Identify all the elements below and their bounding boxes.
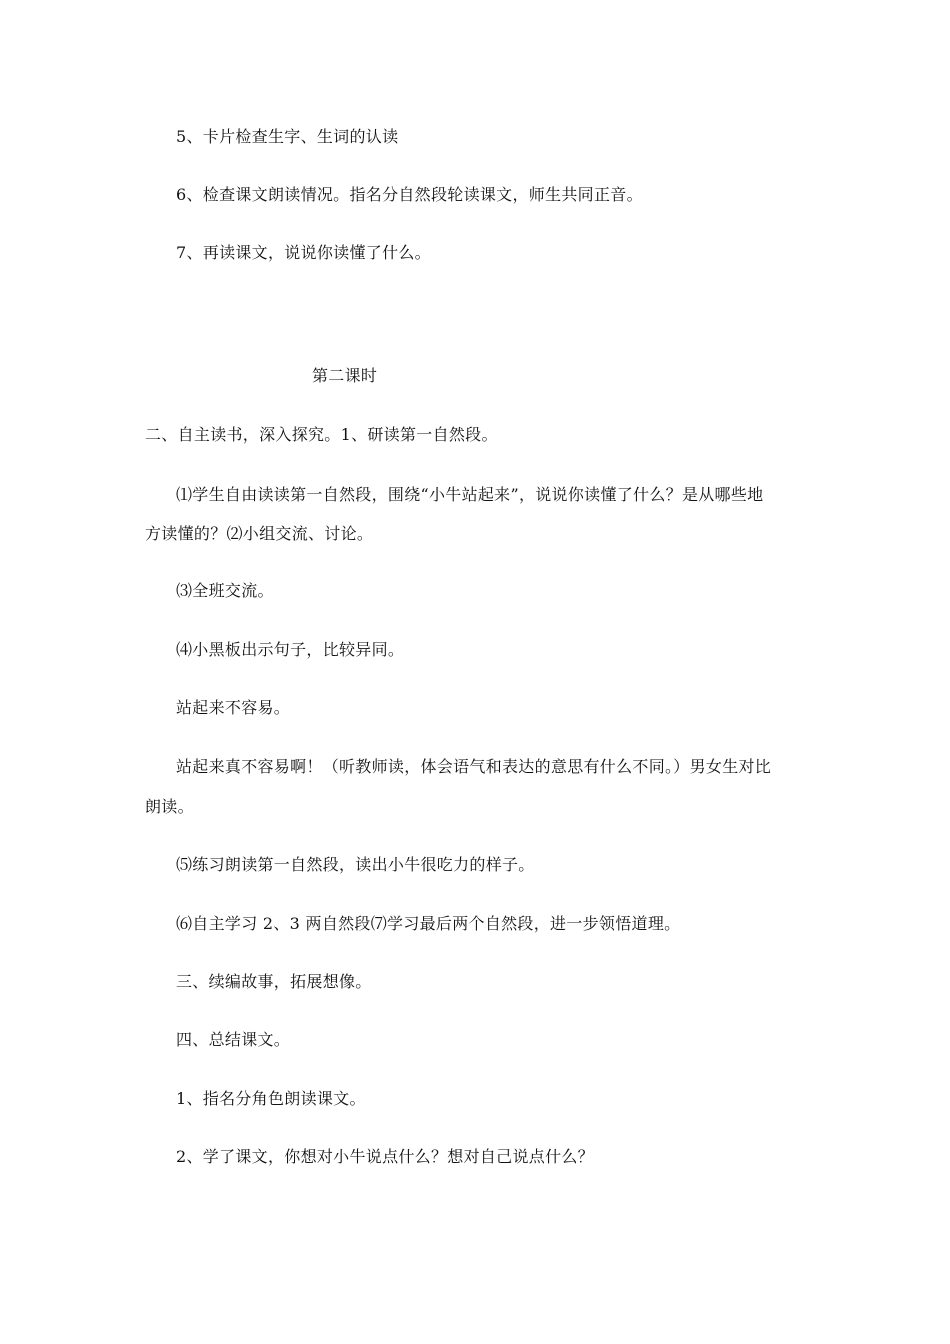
paragraph-item-1: ⑴学生自由读读第一自然段，围绕“小牛站起来”，说说你读懂了什么？是从哪些地 bbox=[176, 485, 764, 504]
heading-part-4: 四、总结课文。 bbox=[176, 1030, 291, 1049]
paragraph-step-6: 6、检查课文朗读情况。指名分自然段轮读课文，师生共同正音。 bbox=[176, 185, 643, 204]
paragraph-item-6-7: ⑹自主学习 2、3 两自然段⑺学习最后两个自然段，进一步领悟道理。 bbox=[176, 914, 681, 933]
section-title: 第二课时 bbox=[312, 366, 378, 385]
example-sentence-2-continued: 朗读。 bbox=[145, 797, 194, 816]
heading-part-3: 三、续编故事，拓展想像。 bbox=[176, 972, 372, 991]
paragraph-step-5: 5、卡片检查生字、生词的认读 bbox=[176, 127, 399, 146]
paragraph-item-1-continued: 方读懂的？⑵小组交流、讨论。 bbox=[145, 524, 374, 543]
heading-part-2: 二、自主读书，深入探究。1、研读第一自然段。 bbox=[145, 425, 498, 444]
summary-step-2: 2、学了课文，你想对小牛说点什么？想对自己说点什么？ bbox=[176, 1147, 594, 1166]
example-sentence-1: 站起来不容易。 bbox=[176, 698, 291, 717]
paragraph-step-7: 7、再读课文，说说你读懂了什么。 bbox=[176, 243, 431, 262]
paragraph-item-3: ⑶全班交流。 bbox=[176, 581, 274, 600]
paragraph-item-4: ⑷小黑板出示句子，比较异同。 bbox=[176, 640, 405, 659]
summary-step-1: 1、指名分角色朗读课文。 bbox=[176, 1089, 366, 1108]
example-sentence-2: 站起来真不容易啊！（听教师读，体会语气和表达的意思有什么不同。）男女生对比 bbox=[176, 757, 772, 776]
paragraph-item-5: ⑸练习朗读第一自然段，读出小牛很吃力的样子。 bbox=[176, 855, 535, 874]
